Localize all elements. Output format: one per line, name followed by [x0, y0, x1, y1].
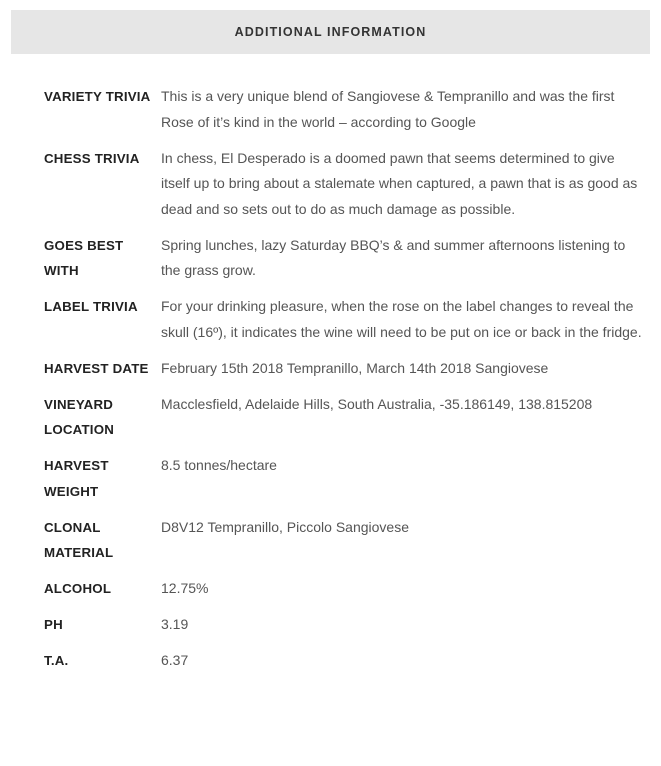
row-label: VINEYARD LOCATION	[44, 396, 115, 437]
row-label: GOES BEST WITH	[44, 237, 124, 278]
row-value: Spring lunches, lazy Saturday BBQ’s & and summer afternoons listening to the grass grow.	[161, 236, 626, 278]
row-label: CLONAL MATERIAL	[44, 519, 114, 560]
additional-information-table	[36, 84, 644, 684]
row-label: ALCOHOL	[44, 581, 112, 596]
row-label: PH	[44, 617, 63, 632]
row-label: LABEL TRIVIA	[44, 299, 138, 314]
row-value: For your drinking pleasure, when the rose on the label changes to reveal the skull (16º), it indicates the wine will need to be put on ice or back in the fridge.	[161, 298, 642, 340]
row-value: 12.75%	[161, 580, 209, 596]
row-label: CHESS TRIVIA	[44, 150, 140, 166]
row-label: HARVEST WEIGHT	[44, 458, 109, 499]
table-row	[36, 294, 644, 356]
row-label: VARIETY TRIVIA	[44, 89, 151, 104]
row-value: 3.19	[161, 616, 189, 632]
row-value: February 15th 2018 Tempranillo, March 14th 2018 Sangiovese	[161, 359, 549, 376]
table-row	[36, 515, 644, 577]
table-row	[36, 356, 644, 392]
table-row	[36, 576, 644, 612]
row-value: D8V12 Tempranillo, Piccolo Sangiovese	[161, 518, 409, 535]
table-row	[36, 453, 644, 515]
table-row	[36, 648, 644, 684]
table-row	[36, 84, 644, 146]
row-label: T.A.	[44, 653, 69, 668]
table-row	[36, 612, 644, 648]
table-row	[36, 233, 644, 295]
additional-information-tab[interactable]	[11, 10, 650, 54]
row-value: 8.5 tonnes/hectare	[161, 457, 277, 473]
table-row	[36, 146, 644, 233]
table-row	[36, 392, 644, 454]
tab-title: ADDITIONAL INFORMATION	[234, 25, 427, 39]
row-label: HARVEST DATE	[44, 360, 149, 376]
row-value: Macclesfield, Adelaide Hills, South Australia, -35.186149, 138.815208	[161, 395, 593, 412]
row-value: 6.37	[161, 652, 189, 668]
row-value: In chess, El Desperado is a doomed pawn that seems determined to give itself up to bring about a stalemate when captured, a pawn that is as good as dead and so sets out to do as much damage as possible.	[161, 149, 638, 217]
row-value: This is a very unique blend of Sangiovese & Tempranillo and was the first Rose of it’s kind in the world – according to Google	[161, 88, 615, 130]
